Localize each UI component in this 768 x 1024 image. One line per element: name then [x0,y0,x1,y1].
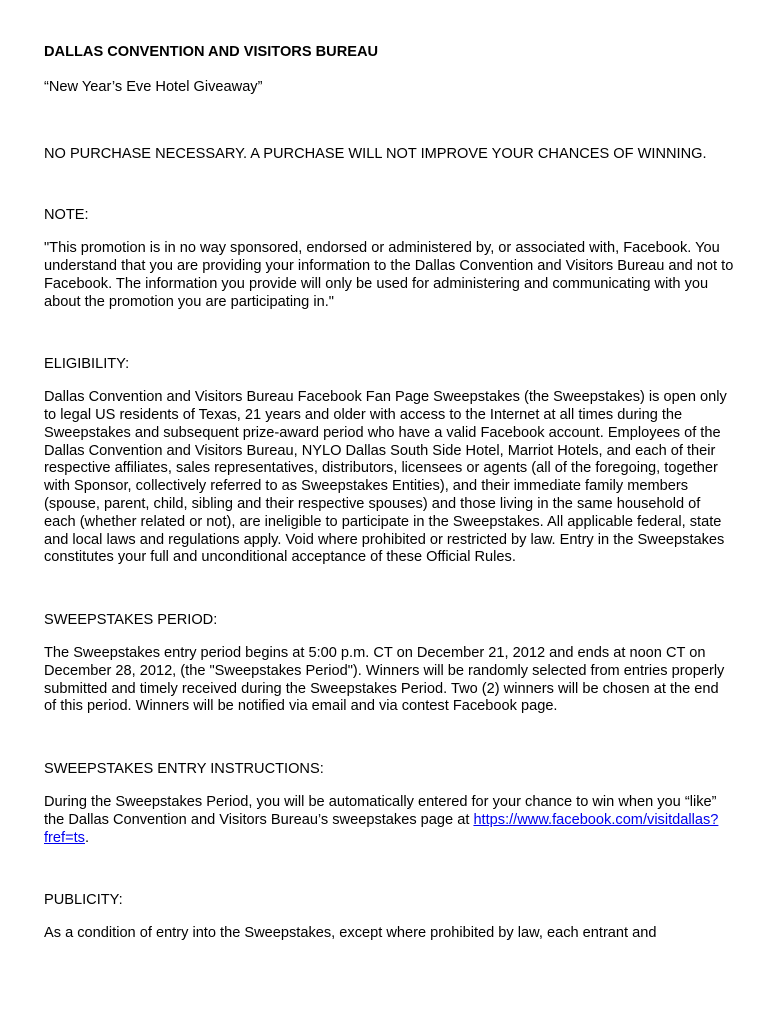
facebook-page-link[interactable]: https://www.facebook.com/visitdallas?fref=ts [44,811,719,846]
publicity-section [44,892,734,943]
document-subtitle: “New Year’s Eve Hotel Giveaway” [44,78,263,95]
period-body: The Sweepstakes entry period begins at 5:00 p.m. CT on December 21, 2012 and ends at noon CT on December 28, 2012, (the "Sweepstakes Period"). Winners will be randomly selected from entries properly submitted and timely received during the Sweepstakes Period. Two (2) winners will be chosen at the end of this period. Winners will be notified via email and via contest Facebook page. [44,644,725,715]
publicity-body: As a condition of entry into the Sweepstakes, except where prohibited by law, each entrant and [44,925,657,942]
note-body: "This promotion is in no way sponsored, endorsed or administered by, or associated with, Facebook. You understand that you are providing your information to the Dallas Convention and Visitors Bureau and not to Facebook. The information you provide will only be used for administering and communicating with you about the promotion you are participating in." [44,240,734,310]
publicity-heading: PUBLICITY: [44,892,123,909]
eligibility-body: Dallas Convention and Visitors Bureau Facebook Fan Page Sweepstakes (the Sweepstakes) is open only to legal US residents of Texas, 21 years and older with access to the Internet at all times during the Sweepstakes and subsequent prize-award period who have a valid Facebook account. Employees of the Dallas Convention and Visitors Bureau, NYLO Dallas South Side Hotel, Marriot Hotels, and each of their respective affiliates, sales representatives, distributors, licensees or agents (all of the foregoing, together with Sponsor, collectively referred to as Sweepstakes Entities), and their immediate family members (spouse, parent, child, sibling and their respective spouses) and those living in the same household of each (whether related or not), are ineligible to participate in the Sweepstakes. All applicable federal, state and local laws and regulations apply. Void where prohibited or restricted by law. Entry in the Sweepstakes constitutes your full and unconditional acceptance of these Official Rules. [44,389,727,566]
no-purchase-disclaimer: NO PURCHASE NECESSARY. A PURCHASE WILL NOT IMPROVE YOUR CHANCES OF WINNING. [44,145,707,162]
entry-instructions-period: . [84,829,90,846]
eligibility-section [44,356,734,567]
period-section [44,612,734,716]
entry-instructions-section [44,761,734,847]
entry-instructions-heading: SWEEPSTAKES ENTRY INSTRUCTIONS: [44,761,324,778]
period-heading: SWEEPSTAKES PERIOD: [44,612,218,629]
note-section [44,207,734,311]
document-title: DALLAS CONVENTION AND VISITORS BUREAU [44,44,379,60]
entry-instructions-text: During the Sweepstakes Period, you will be automatically entered for your chance to win when you “like” the Dallas Convention and Visitors Bureau’s sweepstakes page at [44,793,717,828]
document-page [44,44,734,943]
note-heading: NOTE: [44,207,89,224]
entry-instructions-body [44,794,734,847]
eligibility-heading: ELIGIBILITY: [44,356,130,373]
